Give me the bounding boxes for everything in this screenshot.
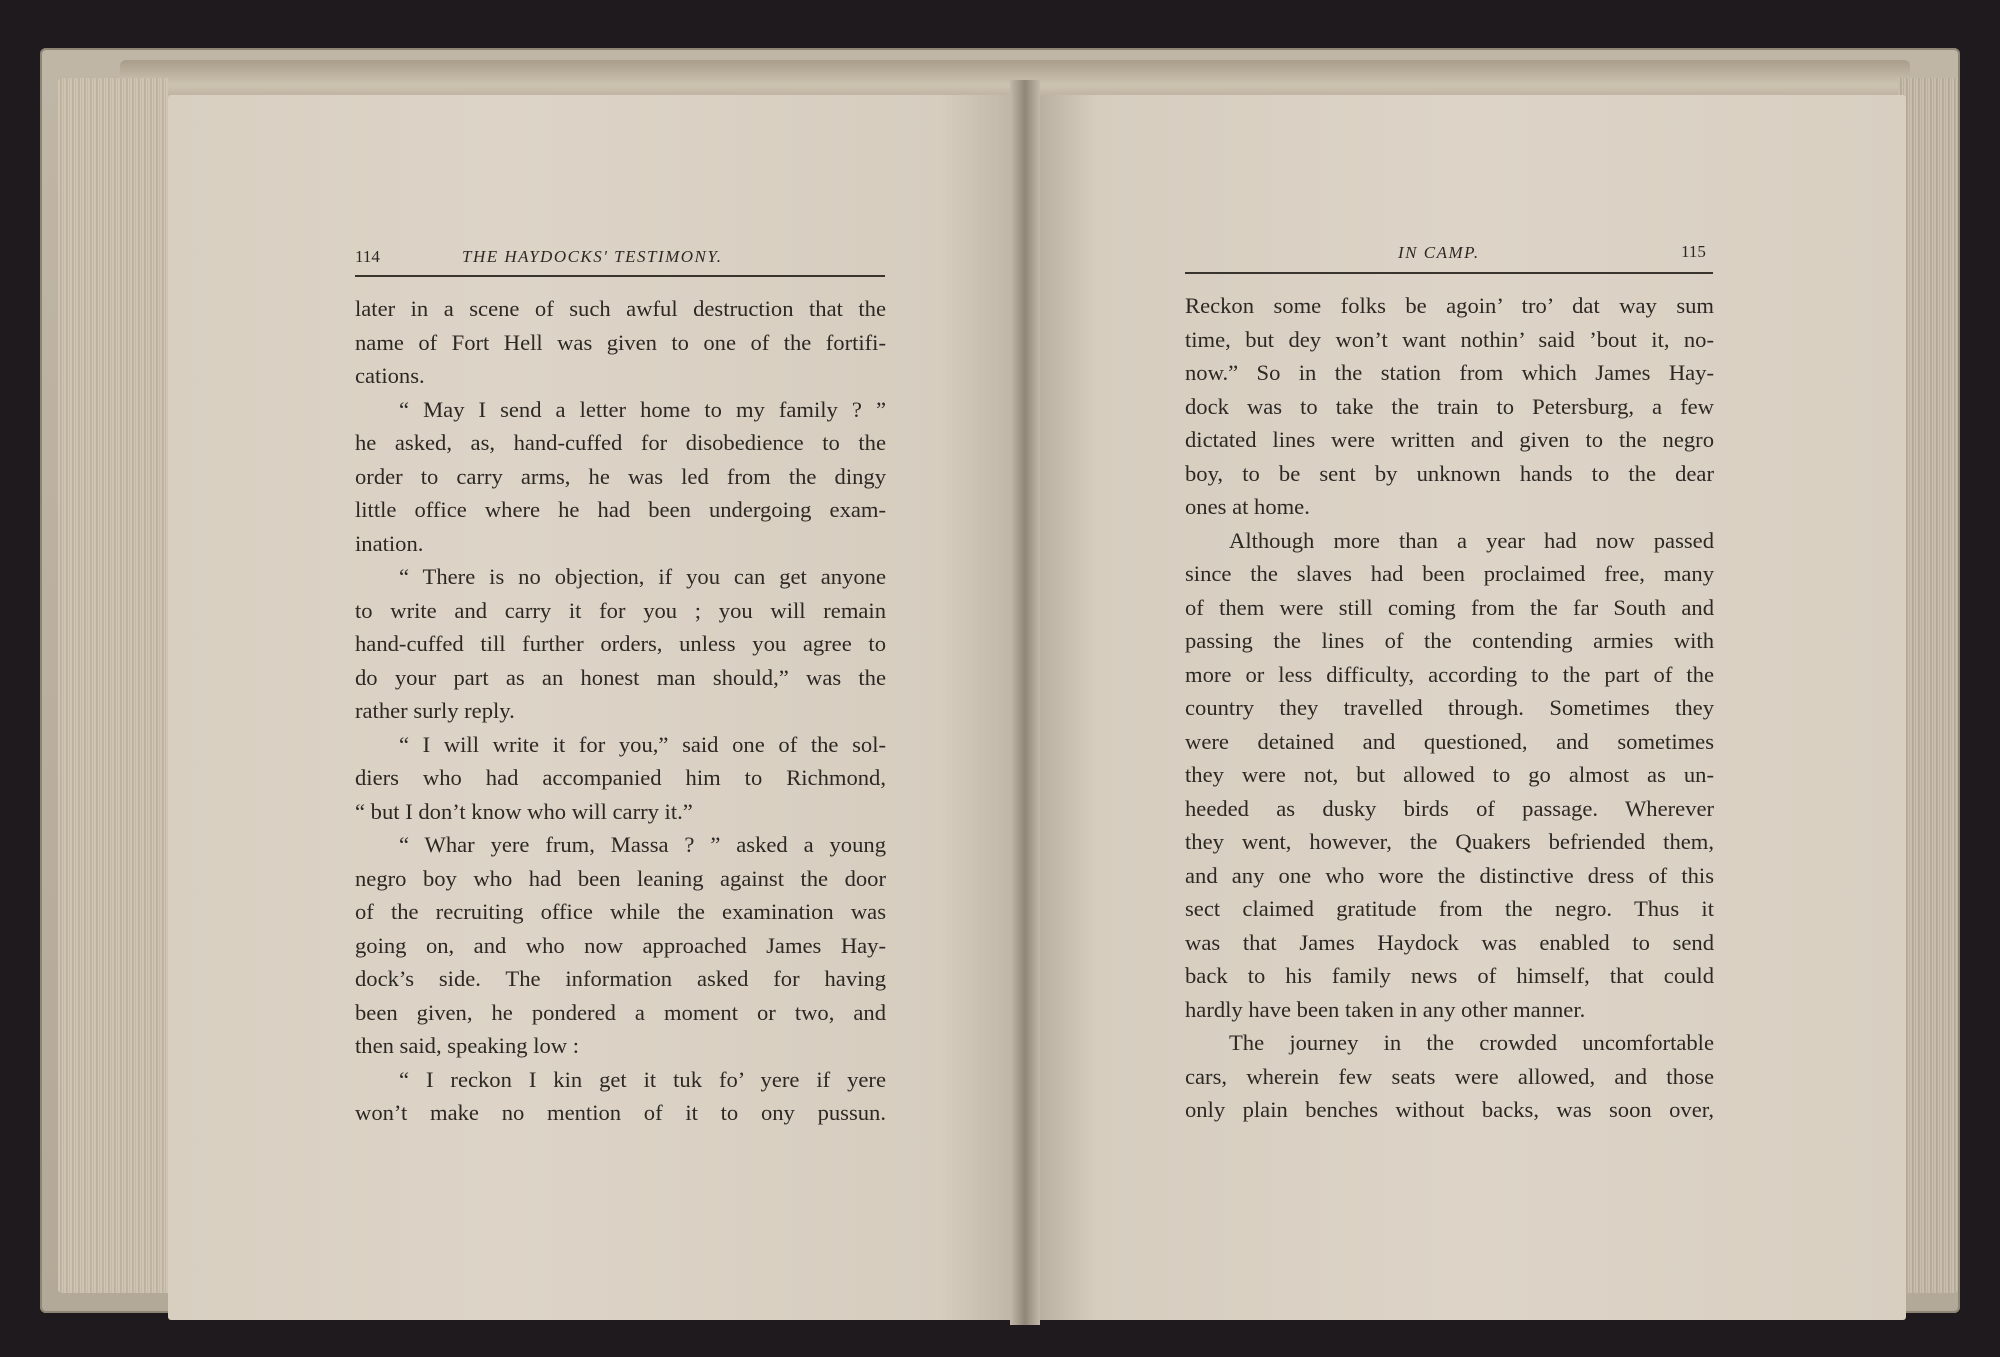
text-line: “ May I send a letter home to my family ? ” bbox=[399, 396, 886, 422]
book-gutter bbox=[1010, 80, 1040, 1325]
text-line: little office where he had been undergoing exam- bbox=[355, 497, 886, 522]
right-running-head bbox=[1398, 243, 1480, 263]
left-page-number: 114 bbox=[355, 247, 380, 266]
text-line: hardly have been taken in any other manner. bbox=[1185, 996, 1586, 1022]
text-line: been given, he pondered a moment or two, and bbox=[355, 999, 886, 1025]
text-line: was that James Haydock was enabled to send bbox=[1185, 929, 1714, 955]
right-page-number: 115 bbox=[1681, 242, 1706, 261]
text-line: rather surly reply. bbox=[355, 698, 515, 723]
text-line: boy, to be sent by unknown hands to the dear bbox=[1185, 460, 1714, 486]
right-running-head-text: IN CAMP. bbox=[1398, 243, 1480, 262]
text-line: “ Whar yere frum, Massa ? ” asked a young bbox=[399, 832, 886, 857]
text-line: they went, however, the Quakers befriended them, bbox=[1185, 829, 1714, 854]
text-line: cars, wherein few seats were allowed, and those bbox=[1185, 1063, 1714, 1089]
text-line: “ but I don’t know who will carry it.” bbox=[355, 798, 693, 824]
text-line: going on, and who now approached James Hay- bbox=[355, 932, 886, 958]
text-line: country they travelled through. Sometimes they bbox=[1185, 695, 1714, 720]
text-line: to write and carry it for you ; you will remain bbox=[355, 597, 886, 623]
text-line: dictated lines were written and given to the negro bbox=[1185, 427, 1714, 452]
text-line: since the slaves had been proclaimed free, many bbox=[1185, 561, 1714, 586]
text-line: diers who had accompanied him to Richmond, bbox=[355, 765, 886, 790]
text-line: dock was to take the train to Petersburg, a few bbox=[1185, 393, 1714, 419]
text-line: ones at home. bbox=[1185, 494, 1310, 519]
left-page-body bbox=[355, 292, 886, 1130]
text-line: “ I reckon I kin get it tuk fo’ yere if yere bbox=[399, 1066, 886, 1092]
left-header-rule bbox=[355, 275, 885, 277]
text-line: of them were still coming from the far South and bbox=[1185, 594, 1714, 620]
left-page-stack bbox=[58, 78, 168, 1293]
left-running-head-text: THE HAYDOCKS' TESTIMONY. bbox=[462, 247, 723, 266]
right-page-stack bbox=[1898, 78, 1958, 1293]
text-line: were detained and questioned, and sometimes bbox=[1185, 728, 1714, 754]
right-header-rule bbox=[1185, 272, 1713, 274]
right-page-body bbox=[1185, 289, 1714, 1127]
text-line: do your part as an honest man should,” was the bbox=[355, 664, 886, 690]
text-line: heeded as dusky birds of passage. Wherever bbox=[1185, 795, 1714, 821]
text-line: they were not, but allowed to go almost as un- bbox=[1185, 762, 1714, 787]
text-line: Reckon some folks be agoin’ tro’ dat way sum bbox=[1185, 293, 1714, 318]
text-line: won’t make no mention of it to ony pussun. bbox=[355, 1100, 886, 1125]
text-line: he asked, as, hand-cuffed for disobedience to the bbox=[355, 430, 886, 455]
text-line: “ There is no objection, if you can get anyone bbox=[399, 564, 886, 589]
text-line: order to carry arms, he was led from the dingy bbox=[355, 463, 886, 489]
text-line: and any one who wore the distinctive dress of this bbox=[1185, 862, 1714, 888]
text-line: more or less difficulty, according to the part of the bbox=[1185, 661, 1714, 687]
text-line: negro boy who had been leaning against the door bbox=[355, 865, 886, 891]
text-line: dock’s side. The information asked for having bbox=[355, 966, 886, 991]
text-line: “ I will write it for you,” said one of the sol- bbox=[399, 731, 886, 757]
text-line: name of Fort Hell was given to one of the fortifi- bbox=[355, 329, 886, 355]
text-line: sect claimed gratitude from the negro. Thus it bbox=[1185, 896, 1714, 921]
text-line: The journey in the crowded uncomfortable bbox=[1229, 1030, 1714, 1055]
text-line: then said, speaking low : bbox=[355, 1033, 580, 1058]
text-line: Although more than a year had now passed bbox=[1229, 527, 1714, 553]
text-line: only plain benches without backs, was soon over, bbox=[1185, 1097, 1714, 1122]
text-line: cations. bbox=[355, 363, 425, 388]
text-line: ination. bbox=[355, 530, 424, 556]
text-line: later in a scene of such awful destruction that the bbox=[355, 296, 886, 321]
text-line: now.” So in the station from which James Hay- bbox=[1185, 360, 1714, 385]
text-line: passing the lines of the contending armies with bbox=[1185, 628, 1714, 653]
text-line: back to his family news of himself, that could bbox=[1185, 963, 1714, 988]
text-line: time, but dey won’t want nothin’ said ’bout it, no- bbox=[1185, 326, 1714, 352]
text-line: hand-cuffed till further orders, unless you agree to bbox=[355, 631, 886, 656]
left-running-head bbox=[462, 247, 723, 267]
text-line: of the recruiting office while the examination was bbox=[355, 899, 886, 924]
